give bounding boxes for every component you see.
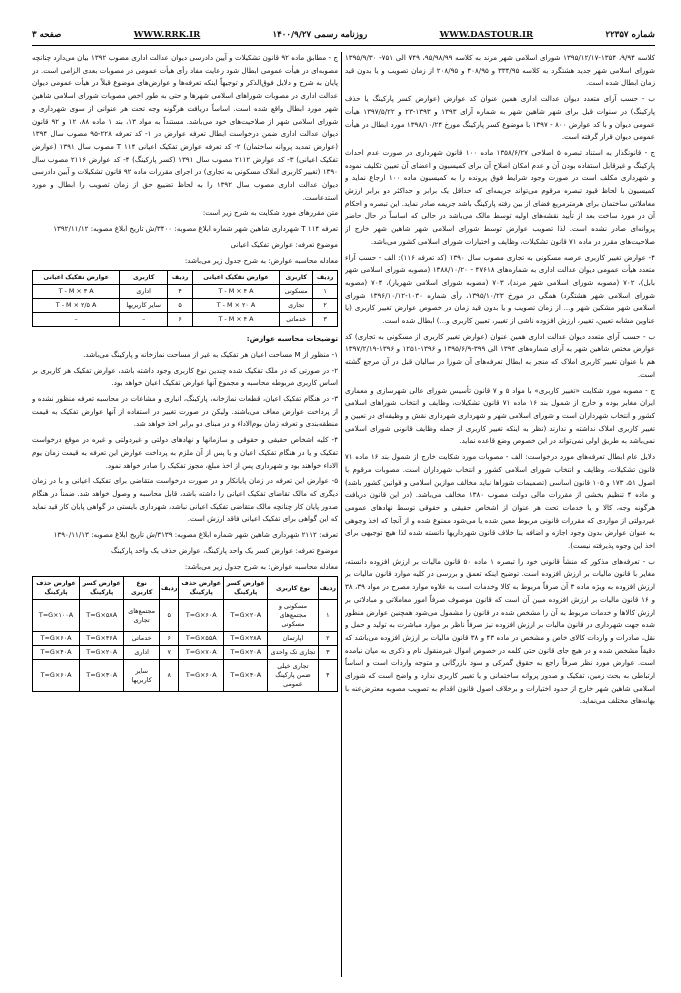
table-row [33,646,338,660]
note: ۵- عوارض این تعرفه در زمان پایانکار و در صورت درخواست متقاضی برای تفکیک اعیانی و یا در زمان دیگری که مالک تقاضای تفکیک اعیانی را داشته باشد، قابل محاسبه و وصول خواهد شد. ضمناً در هنگام صدور پایان کار چنانچه مالک متقاضی تفکیک اعیانی نباشد، شهرداری بایستی در گواهی پایان کار قید نماید که این گواهی برای تفکیک اعیانی فاقد ارزش است. [32,476,338,524]
table-cell: T=G×۳۶A [80,632,124,646]
tariff1-table [32,270,338,327]
table-cell: مسکونی [280,285,313,299]
table-cell: اپارتمان [268,632,318,646]
tariff2-subject: موضوع تعرفه: عوارض کسر یک واحد پارکینگ، عوارض حذف یک واحد پارکینگ [111,545,338,555]
table-cell: – [120,313,168,327]
tariff1-formula: معادله محاسبه عوارض: به شرح جدول زیر می‌باشد: [184,255,338,265]
table-cell: T ‌- M × ۳ A [33,285,120,299]
table-cell: تجاری تک واحدی [268,646,318,660]
table-cell: T=G×۲۰A [80,646,124,660]
note: ۳- در هنگام تفکیک اعیان، قطعات نمازخانه، پارکینگ، انباری و مشاعات در محاسبه تعرفه منظور نشده و از پرداخت عوارض معاف می‌باشند. ولیکن در صورت تغییر در استفاده از آنها عوارض تفکیک به قیمت منطقه‌بندی و تعرفه زمان بوم‌الاداء و در مبنای دو برابر اخذ خواهد شد. [32,394,338,429]
column-header: عوارض تفکیک اعیانی [33,271,120,285]
column-header: عوارض کسر پارکینگ [224,577,268,600]
paragraph: دلایل عام ابطال تعرفه‌های مورد درخواست: الف - مصوبات مورد شکایت خارج از شمول بند ۱۶ ماده ۷۱ قانون تشکیلات، وظایف و انتخاب شورای اسلامی کشور و انتخاب شهرداران است. مصوبات مرقوم با اصول ۵۱، ۱۷۳ و ۱۰۵ قانون اساسی (تصمیمات شوراها نباید مخالف موازین اسلامی و قوانین کشور باشد) و ماده ۴ تنظیم بخشی از مقررات مالی دولت مصوب ۱۳۸۰ مخالف می‌باشد. (در این قانون دریافت هرگونه وجه، کالا و یا خدمات تحت هر عنوان از اشخاص حقیقی و حقوقی توسط نهادهای عمومی غیردولتی از مواردی که مقررات قانونی مربوط معین شده یا می‌شود ممنوع شده و از آنجا که اخذ وجوهی به عنوان عوارض بدون وجود اجازه و اضافه بنا خلاف قانون شهرداریها دانسته شده لذا هیچ توجیهی برای اخذ این وجوه پذیرفته نیست). [345,452,655,551]
paragraph: ج - مصوبه مورد شکایت «تغییر کاربری» با مواد ۵ و ۷ قانون تأسیس شورای عالی شهرسازی و معماری ایران مغایر بوده و خارج از شمول بند ۱۶ ماده ۷۱ قانون تشکیلات، وظایف و انتخاب شوراهای اسلامی کشور و انتخاب شهرداران است و شورای اسلامی شهر و شهرداری شهرداری نقش و وظیفه‌ای در تعیین و تغییر کاربری املاک نداشته و ندارند (نظر به اینکه تغییر کاربری از جمله وظایف قانونی شورای اسلامی نمی‌باشد به طریق اولی نمی‌تواند در این خصوص وضع قاعده نماید. [345,385,655,446]
table-cell: سایر کاربریها [124,660,160,692]
table-cell: تجاری خیلی ضمن پارکینگ عمومی [268,660,318,692]
page-header [32,27,655,43]
table-cell: ۶ [168,313,193,327]
table-cell: ۱ [313,285,338,299]
table-cell: مجتمع‌های تجاری [124,600,160,632]
table-cell: T=G×۲۰A [224,646,268,660]
rrk-link[interactable]: WWW.RRK.IR [133,30,201,40]
paragraph: ج - مطابق ماده ۹۲ قانون تشکیلات و آیین دادرسی دیوان عدالت اداری مصوب ۱۳۹۲ بیان می‌دارد چنانچه مصوبه‌ای در هیأت عمومی ابطال شود رعایت مفاد رأی هیأت عمومی در مصوبات بعدی الزامی است. در پایان به شرح و دلایل فوق‌الذکر و توجیهاً اینکه تعرفه‌ها و عوارض‌های موضوع قبلاً در هیأت عمومی دیوان عدالت اداری در مصوبات شوراهای اسلامی شهرها و حتی به طور اخص مصوبات شورای اسلامی شاهین شهر مورد ابطال واقع شده است. اساساً دریافت هرگونه وجه تحت هر عنوانی از سوی شهرداری و شورای اسلامی شهر از صلاحیت‌های خود می‌باشد. مستنداً به مواد ۱۳، بند ۱ ماده ۸۸، ۱۲ و ۹۲ قانون دیوان عدالت اداری ضمن درخواست ابطال تعرفه عوارض در ۱- کد تعرفه ۲۲۸-۹۵ مصوب سال ۱۳۹۴ (عوارض تمدید پروانه ساختمان) ۲- کد تعرفه عوارض تفکیک اعیانی ۱۱۴ T مصوب سال ۱۳۹۱ (عوارض تفکیک اعیانی) ۳- کد عوارض ۲۱۱۲ مصوب سال ۱۳۹۱ (کسر پارکینگ) ۴- کد عوارض ۲۱۱۶ مصوب سال ۱۳۹۰ (تغییر کاربری املاک مسکونی به تجاری) در اجرای مقررات ماده ۹۲ قانون تشکیلات و آیین دادرسی دیوان عدالت اداری مصوب سال ۱۳۹۲ را به لحاظ تضییع حق از زمان تصویب را ابطال و مورد استدعاست. [32,53,338,202]
column-header: نوع کاربری [124,577,160,600]
note: ۲- در صورتی که در ملک تفکیک شده چندین نوع کاربری وجود داشته باشد، عوارض تفکیک هر کاربری بر اساس کاربری مربوطه محاسبه و مجموع آنها عوارض تفکیک اعیان خواهد بود. [32,365,338,388]
table-row [33,600,338,632]
right-column [345,52,655,972]
table-cell: اداری [120,285,168,299]
table-cell: ۴ [318,660,337,692]
note: ۱- منظور از M مساحت اعیان هر تفکیک به غیر از مساحت نمازخانه و پارکینگ می‌باشد. [83,349,338,359]
table-cell: ۳ [313,313,338,327]
table-cell: T=G×۷۰A [179,646,224,660]
table-cell: T ‌- M × ۲/۵ A [33,299,120,313]
table-cell: T=G×۶۰A [179,600,224,632]
paragraph: ب - تعرفه‌های مذکور که منشأ قانونی خود را تبصره ۱ ماده ۵۰ قانون مالیات بر ارزش افزوده دانسته، مغایر با قانون مالیات بر ارزش افزوده است. توضیح اینکه تعمق و بررسی در کلیه موارد قانون مالیات بر ارزش افزوده به ویژه ماده ۳ آن صرفاً مربوط به کالا وخدمات است به علاوه موارد مصرح در مواد ۳۹، ۳۸ و ۱۶ قانون مالیات بر ارزش افزوده مبین آن است که قانون موصوف صرفاً امور معاملاتی و مبادلاتی بر ارزش کالاها و خدمات مربوط به آن را مشخص شده در قانون را مشمول می‌شود همچنین عوارض منظور شده جهت شهرداری در قانون مالیات بر ارزش افزوده نیز صرفاً ناظر بر موارد مباشرت به تولید و حمل و نقل، صادرات و واردات کالای خاص و مشخص در ماده ۴۳ و ۳۸ قانون مالیات بر ارزش افزوده می‌باشد که دقیقاً مشخص شده و در هیچ جای قانون حتی کلمه در خصوص اموال غیرمنقول نام و ذکری به میان نیامده است. عوارض مورد نظر صرفاً راجع به حقوق گمرکی و سود بازرگانی و متوجه واردات است و اساساً ارتباطی به بحث زمین، تفکیک و صدور پروانه ساختمانی و یا تغییر کاربری ندارد و واضح است که شورای اسلامی شاهین شهر خارج از حدود اختیارات و برخلاف اصول قانون اقدام به تصویب مصوبه معترض‌عنه با بهانه‌های مختلف می‌نماید. [345,556,655,706]
table-cell: T=G×۶۰A [33,632,80,646]
table-cell: T=G×۴۰A [224,660,268,692]
tariff2-title: تعرفه: ۲۱۱۲ شهرداری شاهین شهر شماره ابلاغ مصوبه: ۳۱۳۹/ش تاریخ ابلاغ مصوبه: ۱۳۹۰/۱۱/۱۳ [53,530,338,540]
paragraph: ۴- عوارض تغییر کاربری عرصه مسکونی به تجاری مصوب سال ۱۳۹۰ (کد تعرفه ۱۱۶): الف - حسب آراء متعدد هیأت عمومی دیوان عدالت اداری به شماره‌های ۴۷۶۱۸ - ۱۳۸۸/۱۰/۲۰ (مصوبه شورای اسلامی شهر بابل)، ۷۰۲ (مصوبه شورای اسلامی شهر مرند)، ۷۰۳ (مصوبه شورای اسلامی شهریار)، ۷۰۴ (مصوبه شورای اسلامی شهر هشتگرد) همگی در مورخ ۱۳۹۵/۱۰/۲۳، رأی شماره ۱۰۳۰-۱۳۹۶/۱۰/۱۲ شورای اسلامی شهر مشکین شهر و... از زمان تصویب و یا بدون قید زمان در خصوص عوارض تغییر کاربری (یا عناوین مشابه تعیین، تغییر، ارزش افزوده ناشی از تغییر، تعیین کاربری و...) ابطال شده است. [345,252,655,326]
column-header: عوارض حذف پارکینگ [179,577,224,600]
table-cell: تجاری [280,299,313,313]
dastour-link[interactable]: WWW.DASTOUR.IR [439,30,534,40]
table-cell: ۲ [318,632,337,646]
table-cell: T=G×۶۰A [179,660,224,692]
table-cell: T ‌- M × ۴ A [192,313,279,327]
table-header-row [33,577,338,600]
table-cell: ۷ [159,646,178,660]
column-header: نوع کاربری [268,577,318,600]
column-divider [341,52,342,977]
column-header: عوارض کسر پارکینگ [80,577,124,600]
table-cell: T=G×۳۰A [80,660,124,692]
table-cell: خدماتی [280,313,313,327]
table-cell: T ‌- M × ۲۰ A [192,299,279,313]
tariff1-title: تعرفه ۱۱۴ T شهرداری شاهین شهر شماره ابلاغ مصوبه: ۳۴۰۰/ش تاریخ ابلاغ مصوبه: ۱۳۹۲/۱۱/۱۲ [53,224,338,234]
table-cell: T=G×۵۸A [80,600,124,632]
table-cell: ۳ [318,646,337,660]
table-cell: ۴ [168,285,193,299]
table-cell: – [33,313,120,327]
tariff1-subject: موضوع تعرفه: عوارض تفکیک اعیانی [230,239,338,249]
table-cell: T=G×۱۰۰A [33,600,80,632]
table-cell: سایر کاربریها [120,299,168,313]
table-cell: ۸ [159,660,178,692]
table-cell: T=G×۴۰A [33,646,80,660]
column-header: ردیف [168,271,193,285]
note: ۴- کلیه اشخاص حقیقی و حقوقی و سازمانها و نهادهای دولتی و غیردولتی و غیره در موقع درخواست تفکیک و یا در هنگام تفکیک اعیان و یا پس از آن ملزم به پرداخت عوارض این تعرفه به قیمت زمان یوم الاداء خواهند بود و شهرداری پس از اخذ مبلغ، مجوز تفکیک را صادر خواهد نمود. [32,435,338,470]
tariff2-formula: معادله محاسبه عوارض: به شرح جدول زیر می‌باشد: [184,561,338,571]
header-rule [32,45,655,46]
paragraph: ب - حسب آرای متعدد دیوان عدالت اداری همین عنوان کد عوارض (عوارض کسر پارکینگ یا حذف پارکینگ) در سنوات قبل برای شهر شاهین شهر به شماره آرای ۱۳۹۳ و ۱۳۹۳-۲۳ و ۱۳۹۷/۵/۲۲ هیأت عمومی دیوان و با کد عوارض ۸۰۰ - ۱۳۹۷ با موضوع کسر پارکینگ مورخ ۱۳۹۸/۱۰/۲۴ مورد ابطال در هیأت عمومی دیوان قرار گرفته است. [345,94,655,142]
texts-heading: متن مقررهای مورد شکایت به شرح زیر است: [202,208,338,218]
tariff2-table [32,576,338,692]
table-row [33,632,338,646]
left-column [32,52,338,972]
page-number: صفحه ۳ [32,30,62,40]
column-header: کاربری [280,271,313,285]
column-header: ردیف [318,577,337,600]
table-cell: مسکونی و مجتمع‌های مسکونی [268,600,318,632]
table-row [33,299,338,313]
table-cell: T=G×۲۸A [224,632,268,646]
issue-number: شماره ۲۲۳۵۷ [605,30,655,40]
column-header: ردیف [313,271,338,285]
table-cell: ۵ [159,600,178,632]
table-row [33,285,338,299]
table-row [33,660,338,692]
table-cell: ۶ [159,632,178,646]
table-cell: T ‌- M × ۴ A [192,285,279,299]
table-cell: ۱ [318,600,337,632]
notes-heading: توضیحات محاسبه عوارض: [246,334,338,344]
table-cell: خدماتی [124,632,160,646]
table-cell: T=G×۵۵A [179,632,224,646]
column-header: کاربری [120,271,168,285]
publication-date: روزنامه رسمی ۱۴۰۰/۹/۲۷ [272,30,368,40]
table-cell: T=G×۶۰A [33,660,80,692]
column-header: ردیف [159,577,178,600]
table-row [33,313,338,327]
table-cell: اداری [124,646,160,660]
column-header: عوارض حذف پارکینگ [33,577,80,600]
paragraph: ج - قانونگذار به استناد تبصره ۵ اصلاحی ۱۳۵۸/۶/۲۷ ماده ۱۰۰ قانون شهرداری در صورت عدم احداث پارکینگ و غیرقابل استفاده بودن آن و عدم امکان اصلاح آن برای کمیسیون و اعضای آن تعیین تکلیف نموده و شهرداری مکلف است در صورت وجود شرایط فوق پرونده را به کمیسیون ماده ۱۰۰ ارجاع نماید و کمیسیون با لحاظ قیود تبصره مرقوم می‌تواند جریمه‌ای که حداقل یک برابر و حداکثر دو برابر ارزش معاملاتی ساختمان برای هرمترمربع فضای از بین رفته پارکینگ باشد جریمه صادر نماید. این تبصره و احکام آن در مورد ساخت بعد از تأیید نقشه‌های اولیه توسط مالک می‌باشد در حالی که اساساً در حال حاضر پروانه‌ای صادر نشده است. لذا تصویب عوارض توسط شورای اسلامی شهر شاهین شهر خارج از صلاحیت‌های مقرر در ماده ۷۱ قانون تشکیلات، وظایف و اختیارات شورای اسلامی کشور می‌باشد. [345,147,655,246]
table-cell: T=G×۲۰A [224,600,268,632]
table-cell: ۵ [168,299,193,313]
column-header: عوارض تفکیک اعیانی [192,271,279,285]
paragraph: کلاسه ۹/۹۴، ۱۳۵۴-۱۳۹۵/۱۲/۱۷ شورای اسلامی شهر مرند به کلاسه ۹۵/۹۸/۹۹، ۷۴۹ الی ۷۵۱- ۱۳۹۵/۹/۳۰ شورای اسلامی شهر جدید هشتگرد به کلاسه ۳۳۴/۹۵ و ۴۰۸/۹۵ و ۲۰۸/۹۵ از زمان تصویب و یا بدون قید زمان ابطال شده است. [345,53,655,88]
paragraph: ب - حسب آرای متعدد دیوان عدالت اداری همین عنوان (عوارض تغییر کاربری از مسکونی به تجاری) کد عوارض مختص شاهین شهر به آرای شماره‌های ۱۳۹۴ الی ۳۹۹-۱۳۹۵/۶/۹ و ۱۳۹۶-۱۲۵۱ و ۱۳۹۶-۱۳۹۷/۲/۱۹ هم با عنوان تغییر کاربری املاک که منجر به ابطال تعرفه‌های آن شورا در سالیان قبل در آن مرجع گشته است. [345,331,655,379]
table-cell: ۲ [313,299,338,313]
table-header-row [33,271,338,285]
